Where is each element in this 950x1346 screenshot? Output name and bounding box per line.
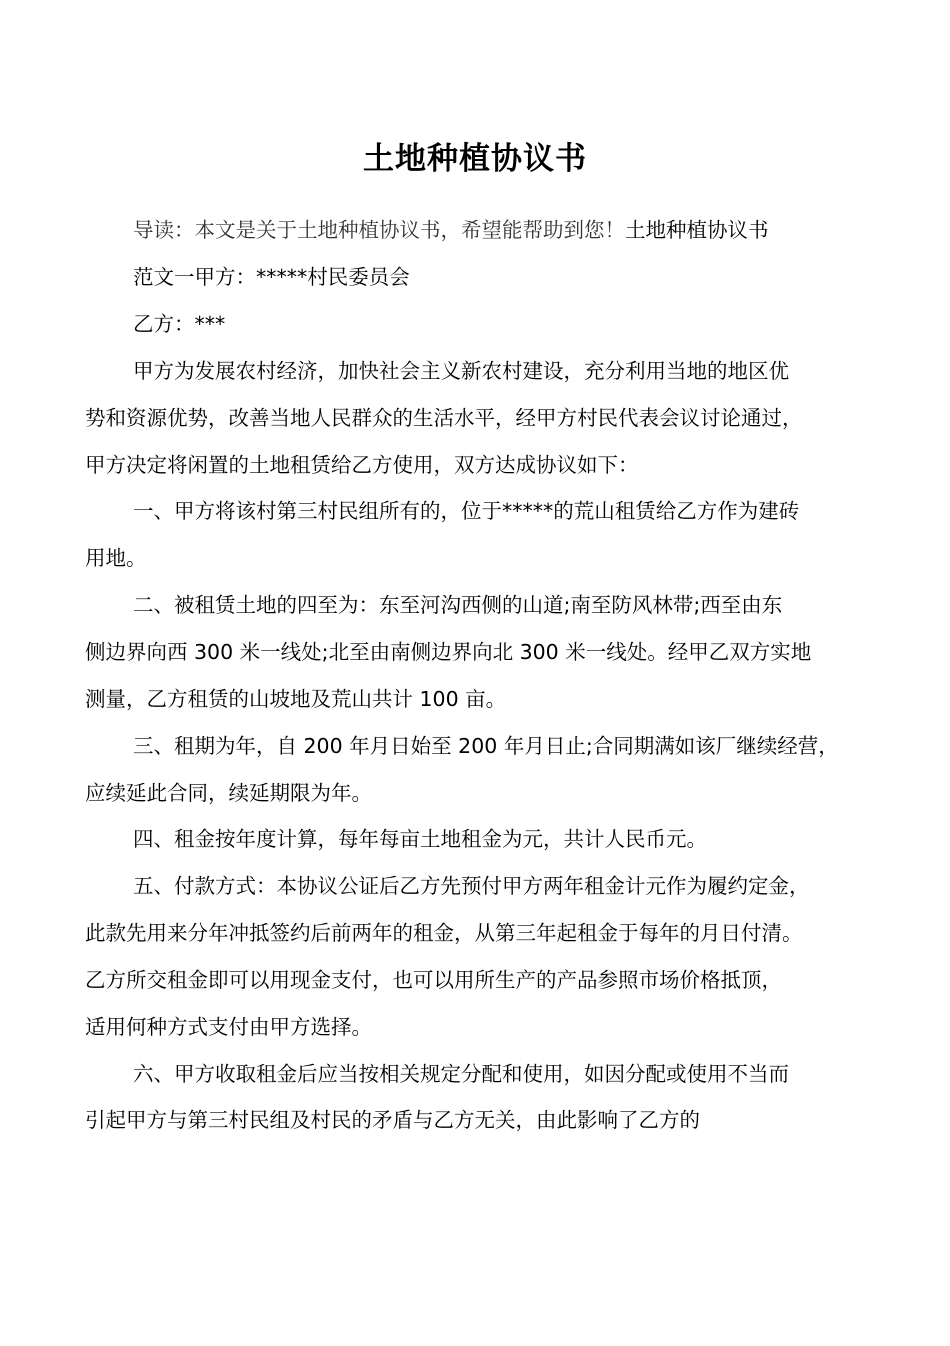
paragraph-line: 二、被租赁土地的四至为：东至河沟西侧的山道;南至防风林带;西至由东 [133, 593, 783, 617]
paragraph-line: 甲方决定将闲置的土地租赁给乙方使用，双方达成协议如下： [85, 453, 639, 477]
paragraph-line: 乙方：*** [133, 312, 226, 336]
paragraph-line: 适用何种方式支付由甲方选择。 [85, 1015, 372, 1039]
paragraph-line: 四、租金按年度计算，每年每亩土地租金为元，共计人民币元。 [133, 827, 707, 851]
paragraph-line: 六、甲方收取租金后应当按相关规定分配和使用，如因分配或使用不当而 [133, 1062, 789, 1086]
intro-title-repeat: 土地种植协议书 [625, 218, 769, 242]
paragraph-line: 势和资源优势，改善当地人民群众的生活水平，经甲方村民代表会议讨论通过， [85, 406, 803, 430]
paragraph-line: 乙方所交租金即可以用现金支付，也可以用所生产的产品参照市场价格抵顶， [85, 968, 782, 992]
paragraph-line: 用地。 [85, 546, 147, 570]
paragraph-line: 甲方为发展农村经济，加快社会主义新农村建设，充分利用当地的地区优 [133, 359, 789, 383]
paragraph-line: 测量，乙方租赁的山坡地及荒山共计 100 亩。 [85, 687, 507, 711]
intro-text: 导读：本文是关于土地种植协议书，希望能帮助到您！ [133, 218, 625, 242]
paragraph-line: 范文一甲方：*****村民委员会 [133, 265, 410, 289]
paragraph-line: 应续延此合同，续延期限为年。 [85, 781, 372, 805]
intro-line [133, 216, 769, 244]
paragraph-line: 一、甲方将该村第三村民组所有的，位于*****的荒山租赁给乙方作为建砖 [133, 499, 800, 523]
paragraph-line: 侧边界向西 300 米一线处;北至由南侧边界向北 300 米一线处。经甲乙双方实地 [85, 640, 812, 664]
paragraph-line: 三、租期为年，自 200 年月日始至 200 年月日止;合同期满如该厂继续经营， [133, 734, 839, 758]
paragraph-line: 引起甲方与第三村民组及村民的矛盾与乙方无关，由此影响了乙方的 [85, 1108, 700, 1132]
paragraph-line: 此款先用来分年冲抵签约后前两年的租金，从第三年起租金于每年的月日付清。 [85, 921, 803, 945]
document-title: 土地种植协议书 [363, 141, 587, 177]
paragraph-line: 五、付款方式：本协议公证后乙方先预付甲方两年租金计元作为履约定金， [133, 874, 810, 898]
